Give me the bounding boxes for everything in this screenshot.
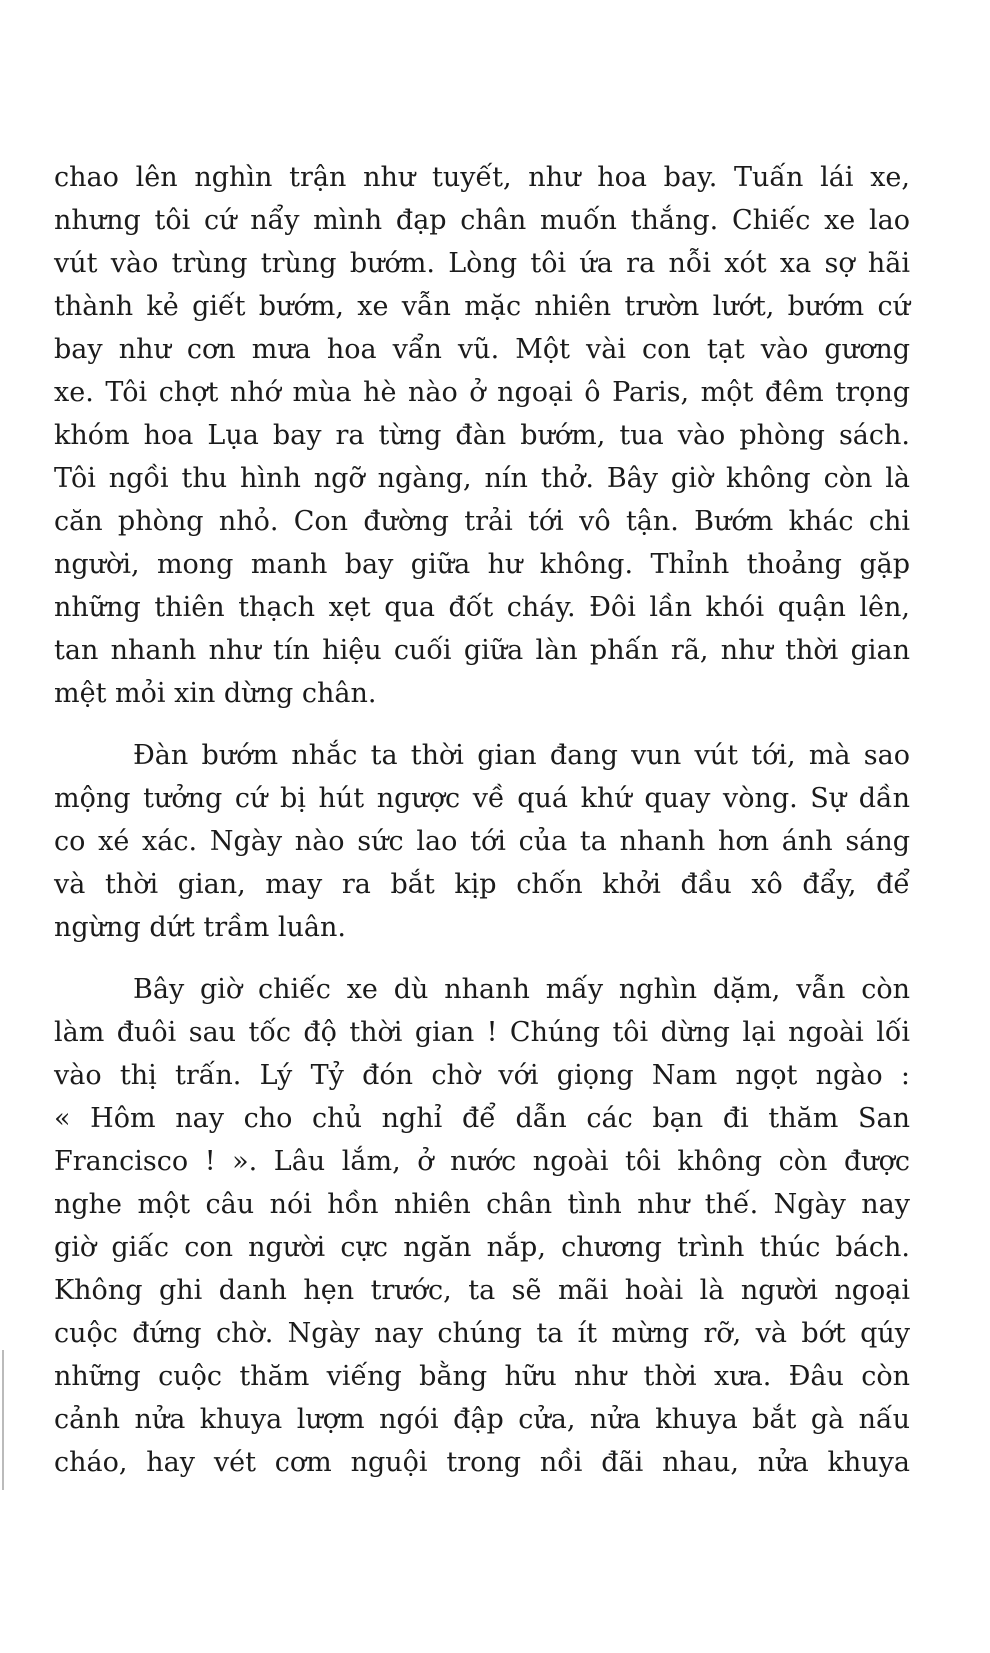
text-line: giờ giấc con người cực ngăn nắp, chương trình thúc bách. [54,1232,910,1263]
text-line: chao lên nghìn trận như tuyết, như hoa bay. Tuấn lái xe, [54,162,910,193]
text-line: mộng tưởng cứ bị hút ngược về quá khứ quay vòng. Sự dần [54,783,910,814]
text-line: những thiên thạch xẹt qua đốt cháy. Đôi lần khói quận lên, [54,592,910,623]
text-line: Bây giờ chiếc xe dù nhanh mấy nghìn dặm, vẫn còn [133,974,910,1005]
text-line: cuộc đứng chờ. Ngày nay chúng ta ít mừng rỡ, và bớt qúy [54,1318,910,1349]
text-line: Đàn bướm nhắc ta thời gian đang vun vút tới, mà sao [133,740,910,771]
text-line: nghe một câu nói hồn nhiên chân tình như thế. Ngày nay [54,1189,910,1220]
text-line: người, mong manh bay giữa hư không. Thỉnh thoảng gặp [54,549,910,580]
text-line: Không ghi danh hẹn trước, ta sẽ mãi hoài là người ngoại [54,1275,910,1306]
scan-edge-mark [2,1350,4,1490]
text-line: làm đuôi sau tốc độ thời gian ! Chúng tôi dừng lại ngoài lối [54,1017,910,1048]
text-line: Tôi ngồi thu hình ngỡ ngàng, nín thở. Bây giờ không còn là [54,463,910,494]
text-line: khóm hoa Lụa bay ra từng đàn bướm, tua vào phòng sách. [54,420,910,451]
text-line: thành kẻ giết bướm, xe vẫn mặc nhiên trườn lướt, bướm cứ [54,291,910,322]
text-line: những cuộc thăm viếng bằng hữu như thời xưa. Đâu còn [54,1361,910,1392]
text-line: mệt mỏi xin dừng chân. [54,678,377,709]
text-line: « Hôm nay cho chủ nghỉ để dẫn các bạn đi thăm San [54,1103,910,1134]
text-line: tan nhanh như tín hiệu cuối giữa làn phấn rã, như thời gian [54,635,910,666]
text-line: Francisco ! ». Lâu lắm, ở nước ngoài tôi không còn được [54,1146,910,1177]
text-line: cảnh nửa khuya lượm ngói đập cửa, nửa khuya bắt gà nấu [54,1404,910,1435]
text-line: xe. Tôi chợt nhớ mùa hè nào ở ngoại ô Paris, một đêm trọng [54,377,910,408]
text-line: vào thị trấn. Lý Tỷ đón chờ với giọng Nam ngọt ngào : [54,1060,910,1091]
text-line: bay như cơn mưa hoa vẩn vũ. Một vài con tạt vào gương [54,334,910,365]
text-line: và thời gian, may ra bắt kịp chốn khởi đầu xô đẩy, để [54,869,910,900]
text-line: ngừng dứt trầm luân. [54,912,347,943]
text-line: cháo, hay vét cơm nguội trong nồi đãi nhau, nửa khuya [54,1447,910,1478]
text-line: nhưng tôi cứ nẩy mình đạp chân muốn thắng. Chiếc xe lao [54,205,910,236]
text-line: vút vào trùng trùng bướm. Lòng tôi ứa ra nỗi xót xa sợ hãi [54,248,910,279]
text-line: căn phòng nhỏ. Con đường trải tới vô tận. Bướm khác chi [54,506,910,537]
text-line: co xé xác. Ngày nào sức lao tới của ta nhanh hơn ánh sáng [54,826,910,857]
